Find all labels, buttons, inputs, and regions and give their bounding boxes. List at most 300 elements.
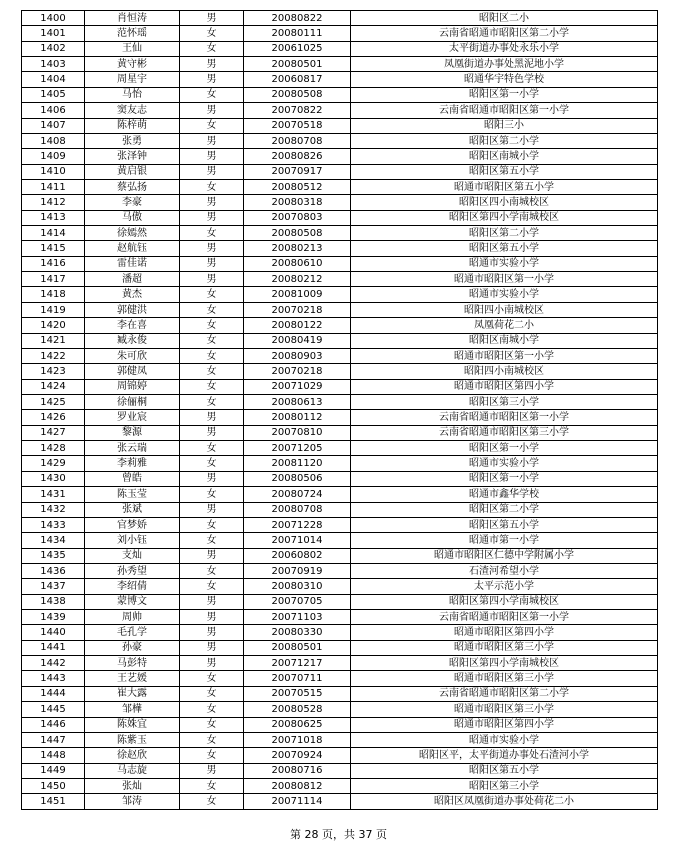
school-cell: 昭阳区第二小学: [351, 133, 658, 148]
school-cell: 昭通市实验小学: [351, 256, 658, 271]
table-row: [22, 287, 658, 302]
name-cell: 黎源: [85, 425, 180, 440]
table-row: [22, 517, 658, 532]
school-cell: 昭通市昭阳区第四小学: [351, 379, 658, 394]
birthdate-cell: 20080508: [244, 226, 351, 241]
table-row: [22, 548, 658, 563]
name-cell: 张云瑞: [85, 441, 180, 456]
name-cell: 郭健洪: [85, 302, 180, 317]
table-row: [22, 318, 658, 333]
school-cell: 昭阳区四小南城校区: [351, 195, 658, 210]
gender-cell: 女: [180, 732, 244, 747]
table-row: [22, 133, 658, 148]
row-number-cell: 1415: [22, 241, 85, 256]
gender-cell: 男: [180, 133, 244, 148]
name-cell: 毛孔学: [85, 625, 180, 640]
gender-cell: 女: [180, 118, 244, 133]
row-number-cell: 1447: [22, 732, 85, 747]
table-row: [22, 456, 658, 471]
name-cell: 张斌: [85, 502, 180, 517]
birthdate-cell: 20060817: [244, 72, 351, 87]
table-row: [22, 732, 658, 747]
birthdate-cell: 20070919: [244, 563, 351, 578]
gender-cell: 男: [180, 640, 244, 655]
row-number-cell: 1448: [22, 748, 85, 763]
birthdate-cell: 20080213: [244, 241, 351, 256]
school-cell: 云南省昭通市昭阳区第二小学: [351, 686, 658, 701]
birthdate-cell: 20071018: [244, 732, 351, 747]
gender-cell: 男: [180, 149, 244, 164]
table-row: [22, 72, 658, 87]
school-cell: 昭阳三小: [351, 118, 658, 133]
gender-cell: 女: [180, 671, 244, 686]
row-number-cell: 1403: [22, 57, 85, 72]
table-row: [22, 686, 658, 701]
name-cell: 孙秀望: [85, 563, 180, 578]
name-cell: 肖恒涛: [85, 11, 180, 26]
name-cell: 周帅: [85, 610, 180, 625]
gender-cell: 女: [180, 533, 244, 548]
row-number-cell: 1426: [22, 410, 85, 425]
row-number-cell: 1421: [22, 333, 85, 348]
row-number-cell: 1446: [22, 717, 85, 732]
row-number-cell: 1434: [22, 533, 85, 548]
name-cell: 邹涛: [85, 794, 180, 809]
gender-cell: 女: [180, 748, 244, 763]
birthdate-cell: 20080613: [244, 394, 351, 409]
birthdate-cell: 20080212: [244, 272, 351, 287]
gender-cell: 女: [180, 794, 244, 809]
row-number-cell: 1406: [22, 103, 85, 118]
row-number-cell: 1439: [22, 610, 85, 625]
gender-cell: 女: [180, 778, 244, 793]
name-cell: 李豪: [85, 195, 180, 210]
school-cell: 昭阳区第四小学南城校区: [351, 656, 658, 671]
school-cell: 云南省昭通市昭阳区第二小学: [351, 26, 658, 41]
gender-cell: 男: [180, 103, 244, 118]
gender-cell: 男: [180, 210, 244, 225]
name-cell: 王仙: [85, 41, 180, 56]
gender-cell: 男: [180, 425, 244, 440]
birthdate-cell: 20080501: [244, 57, 351, 72]
school-cell: 昭阳区第四小学南城校区: [351, 210, 658, 225]
table-row: [22, 425, 658, 440]
school-cell: 昭阳区南城小学: [351, 149, 658, 164]
school-cell: 昭通市昭阳区第三小学: [351, 671, 658, 686]
school-cell: 昭通华宇特色学校: [351, 72, 658, 87]
table-row: [22, 348, 658, 363]
school-cell: 凤凰街道办事处黑泥地小学: [351, 57, 658, 72]
school-cell: 昭阳区第五小学: [351, 241, 658, 256]
name-cell: 雷佳诺: [85, 256, 180, 271]
school-cell: 昭阳区第五小学: [351, 517, 658, 532]
page-number-footer: 第 28 页，共 37 页: [290, 828, 387, 841]
name-cell: 赵航钰: [85, 241, 180, 256]
table-row: [22, 103, 658, 118]
table-row: [22, 379, 658, 394]
name-cell: 黄守彬: [85, 57, 180, 72]
birthdate-cell: 20070822: [244, 103, 351, 118]
row-number-cell: 1401: [22, 26, 85, 41]
birthdate-cell: 20071217: [244, 656, 351, 671]
row-number-cell: 1408: [22, 133, 85, 148]
name-cell: 周星宇: [85, 72, 180, 87]
name-cell: 马怡: [85, 87, 180, 102]
name-cell: 陈姝宜: [85, 717, 180, 732]
name-cell: 范怀瑶: [85, 26, 180, 41]
table-row: [22, 149, 658, 164]
gender-cell: 女: [180, 26, 244, 41]
name-cell: 曾皓: [85, 471, 180, 486]
birthdate-cell: 20080318: [244, 195, 351, 210]
school-cell: 昭阳区凤凰街道办事处荷花二小: [351, 794, 658, 809]
birthdate-cell: 20080625: [244, 717, 351, 732]
school-cell: 太平示范小学: [351, 579, 658, 594]
row-number-cell: 1430: [22, 471, 85, 486]
birthdate-cell: 20070711: [244, 671, 351, 686]
birthdate-cell: 20080512: [244, 179, 351, 194]
table-row: [22, 656, 658, 671]
row-number-cell: 1429: [22, 456, 85, 471]
birthdate-cell: 20080508: [244, 87, 351, 102]
name-cell: 蔡弘扬: [85, 179, 180, 194]
school-cell: 昭阳区第四小学南城校区: [351, 594, 658, 609]
school-cell: 昭阳区第三小学: [351, 778, 658, 793]
name-cell: 黄启银: [85, 164, 180, 179]
school-cell: 昭阳四小南城校区: [351, 364, 658, 379]
birthdate-cell: 20080610: [244, 256, 351, 271]
name-cell: 蒙博文: [85, 594, 180, 609]
gender-cell: 男: [180, 11, 244, 26]
name-cell: 陈玉莹: [85, 487, 180, 502]
table-row: [22, 41, 658, 56]
table-row: [22, 533, 658, 548]
table-row: [22, 563, 658, 578]
table-row: [22, 179, 658, 194]
row-number-cell: 1444: [22, 686, 85, 701]
gender-cell: 男: [180, 195, 244, 210]
school-cell: 凤凰荷花二小: [351, 318, 658, 333]
birthdate-cell: 20080528: [244, 702, 351, 717]
name-cell: 马彭特: [85, 656, 180, 671]
table-row: [22, 625, 658, 640]
birthdate-cell: 20080812: [244, 778, 351, 793]
table-row: [22, 778, 658, 793]
table-row: [22, 410, 658, 425]
row-number-cell: 1423: [22, 364, 85, 379]
row-number-cell: 1443: [22, 671, 85, 686]
table-row: [22, 226, 658, 241]
row-number-cell: 1445: [22, 702, 85, 717]
table-row: [22, 241, 658, 256]
school-cell: 昭阳区第一小学: [351, 87, 658, 102]
row-number-cell: 1437: [22, 579, 85, 594]
school-cell: 昭通市实验小学: [351, 287, 658, 302]
birthdate-cell: 20080111: [244, 26, 351, 41]
birthdate-cell: 20080822: [244, 11, 351, 26]
table-row: [22, 195, 658, 210]
name-cell: 黄杰: [85, 287, 180, 302]
row-number-cell: 1425: [22, 394, 85, 409]
birthdate-cell: 20070924: [244, 748, 351, 763]
table-row: [22, 441, 658, 456]
name-cell: 邹樺: [85, 702, 180, 717]
birthdate-cell: 20080708: [244, 502, 351, 517]
gender-cell: 女: [180, 364, 244, 379]
birthdate-cell: 20070515: [244, 686, 351, 701]
roster-table: [21, 10, 658, 810]
birthdate-cell: 20080708: [244, 133, 351, 148]
table-row: [22, 272, 658, 287]
row-number-cell: 1417: [22, 272, 85, 287]
table-row: [22, 11, 658, 26]
school-cell: 昭阳区第五小学: [351, 164, 658, 179]
birthdate-cell: 20071114: [244, 794, 351, 809]
school-cell: 昭阳区第二小学: [351, 502, 658, 517]
birthdate-cell: 20080506: [244, 471, 351, 486]
gender-cell: 女: [180, 226, 244, 241]
birthdate-cell: 20071029: [244, 379, 351, 394]
table-row: [22, 164, 658, 179]
school-cell: 昭阳区平，太平街道办事处石渣河小学: [351, 748, 658, 763]
school-cell: 昭通市昭阳区第一小学: [351, 272, 658, 287]
name-cell: 陈梓萌: [85, 118, 180, 133]
birthdate-cell: 20081120: [244, 456, 351, 471]
name-cell: 官梦娇: [85, 517, 180, 532]
school-cell: 太平街道办事处永乐小学: [351, 41, 658, 56]
table-row: [22, 794, 658, 809]
school-cell: 昭通市昭阳区第五小学: [351, 179, 658, 194]
birthdate-cell: 20071228: [244, 517, 351, 532]
gender-cell: 男: [180, 410, 244, 425]
school-cell: 云南省昭通市昭阳区第一小学: [351, 103, 658, 118]
table-row: [22, 702, 658, 717]
gender-cell: 男: [180, 610, 244, 625]
gender-cell: 男: [180, 502, 244, 517]
gender-cell: 女: [180, 379, 244, 394]
name-cell: 徐赵欣: [85, 748, 180, 763]
gender-cell: 女: [180, 318, 244, 333]
gender-cell: 女: [180, 487, 244, 502]
gender-cell: 男: [180, 72, 244, 87]
name-cell: 孙豪: [85, 640, 180, 655]
school-cell: 昭阳区第一小学: [351, 471, 658, 486]
gender-cell: 女: [180, 579, 244, 594]
table-row: [22, 610, 658, 625]
school-cell: 昭阳区第三小学: [351, 394, 658, 409]
row-number-cell: 1400: [22, 11, 85, 26]
gender-cell: 女: [180, 302, 244, 317]
row-number-cell: 1433: [22, 517, 85, 532]
table-row: [22, 717, 658, 732]
birthdate-cell: 20080122: [244, 318, 351, 333]
birthdate-cell: 20080310: [244, 579, 351, 594]
row-number-cell: 1410: [22, 164, 85, 179]
row-number-cell: 1428: [22, 441, 85, 456]
row-number-cell: 1402: [22, 41, 85, 56]
school-cell: 昭阳区二小: [351, 11, 658, 26]
gender-cell: 女: [180, 686, 244, 701]
table-row: [22, 640, 658, 655]
row-number-cell: 1413: [22, 210, 85, 225]
school-cell: 昭阳四小南城校区: [351, 302, 658, 317]
row-number-cell: 1418: [22, 287, 85, 302]
school-cell: 昭阳区第一小学: [351, 441, 658, 456]
birthdate-cell: 20080903: [244, 348, 351, 363]
gender-cell: 女: [180, 179, 244, 194]
name-cell: 潘超: [85, 272, 180, 287]
row-number-cell: 1424: [22, 379, 85, 394]
row-number-cell: 1405: [22, 87, 85, 102]
birthdate-cell: 20070803: [244, 210, 351, 225]
school-cell: 云南省昭通市昭阳区第一小学: [351, 410, 658, 425]
gender-cell: 男: [180, 763, 244, 778]
row-number-cell: 1441: [22, 640, 85, 655]
name-cell: 窦友志: [85, 103, 180, 118]
gender-cell: 女: [180, 348, 244, 363]
gender-cell: 男: [180, 57, 244, 72]
row-number-cell: 1435: [22, 548, 85, 563]
name-cell: 张泽钟: [85, 149, 180, 164]
name-cell: 李莉雅: [85, 456, 180, 471]
school-cell: 昭通市实验小学: [351, 456, 658, 471]
table-row: [22, 748, 658, 763]
row-number-cell: 1412: [22, 195, 85, 210]
school-cell: 昭通市昭阳区第三小学: [351, 640, 658, 655]
school-cell: 石渣河希望小学: [351, 563, 658, 578]
gender-cell: 女: [180, 287, 244, 302]
gender-cell: 男: [180, 656, 244, 671]
table-row: [22, 487, 658, 502]
table-row: [22, 333, 658, 348]
gender-cell: 男: [180, 548, 244, 563]
birthdate-cell: 20080716: [244, 763, 351, 778]
name-cell: 张勇: [85, 133, 180, 148]
school-cell: 昭阳区第二小学: [351, 226, 658, 241]
gender-cell: 男: [180, 272, 244, 287]
gender-cell: 女: [180, 87, 244, 102]
name-cell: 马傲: [85, 210, 180, 225]
birthdate-cell: 20070218: [244, 364, 351, 379]
school-cell: 昭通市昭阳区第四小学: [351, 625, 658, 640]
birthdate-cell: 20070218: [244, 302, 351, 317]
row-number-cell: 1442: [22, 656, 85, 671]
row-number-cell: 1432: [22, 502, 85, 517]
table-row: [22, 364, 658, 379]
school-cell: 昭通市昭阳区第四小学: [351, 717, 658, 732]
row-number-cell: 1450: [22, 778, 85, 793]
table-row: [22, 394, 658, 409]
table-row: [22, 210, 658, 225]
name-cell: 支灿: [85, 548, 180, 563]
row-number-cell: 1427: [22, 425, 85, 440]
gender-cell: 男: [180, 164, 244, 179]
name-cell: 臧永俊: [85, 333, 180, 348]
school-cell: 昭通市昭阳区仁德中学附属小学: [351, 548, 658, 563]
table-row: [22, 87, 658, 102]
gender-cell: 女: [180, 441, 244, 456]
table-row: [22, 302, 658, 317]
gender-cell: 女: [180, 41, 244, 56]
birthdate-cell: 20070917: [244, 164, 351, 179]
table-row: [22, 256, 658, 271]
birthdate-cell: 20071014: [244, 533, 351, 548]
gender-cell: 男: [180, 241, 244, 256]
name-cell: 王艺媛: [85, 671, 180, 686]
birthdate-cell: 20060802: [244, 548, 351, 563]
gender-cell: 女: [180, 517, 244, 532]
gender-cell: 男: [180, 594, 244, 609]
name-cell: 朱可欣: [85, 348, 180, 363]
gender-cell: 男: [180, 471, 244, 486]
table-row: [22, 671, 658, 686]
school-cell: 昭阳区南城小学: [351, 333, 658, 348]
name-cell: 周锦婷: [85, 379, 180, 394]
row-number-cell: 1414: [22, 226, 85, 241]
name-cell: 徐俪桐: [85, 394, 180, 409]
school-cell: 云南省昭通市昭阳区第一小学: [351, 610, 658, 625]
school-cell: 昭通市第一小学: [351, 533, 658, 548]
school-cell: 云南省昭通市昭阳区第三小学: [351, 425, 658, 440]
roster-table-body: [22, 11, 658, 810]
row-number-cell: 1431: [22, 487, 85, 502]
school-cell: 昭通市实验小学: [351, 732, 658, 747]
gender-cell: 女: [180, 333, 244, 348]
school-cell: 昭通市昭阳区第三小学: [351, 702, 658, 717]
birthdate-cell: 20080419: [244, 333, 351, 348]
gender-cell: 男: [180, 625, 244, 640]
name-cell: 郭健凤: [85, 364, 180, 379]
birthdate-cell: 20080501: [244, 640, 351, 655]
row-number-cell: 1438: [22, 594, 85, 609]
name-cell: 马志旋: [85, 763, 180, 778]
school-cell: 昭通市鑫华学校: [351, 487, 658, 502]
birthdate-cell: 20080112: [244, 410, 351, 425]
table-row: [22, 502, 658, 517]
birthdate-cell: 20071103: [244, 610, 351, 625]
birthdate-cell: 20080826: [244, 149, 351, 164]
row-number-cell: 1419: [22, 302, 85, 317]
row-number-cell: 1416: [22, 256, 85, 271]
name-cell: 刘小钰: [85, 533, 180, 548]
birthdate-cell: 20070518: [244, 118, 351, 133]
school-cell: 昭通市昭阳区第一小学: [351, 348, 658, 363]
gender-cell: 女: [180, 394, 244, 409]
name-cell: 李绍倩: [85, 579, 180, 594]
row-number-cell: 1420: [22, 318, 85, 333]
table-row: [22, 471, 658, 486]
gender-cell: 男: [180, 256, 244, 271]
name-cell: 罗业宸: [85, 410, 180, 425]
birthdate-cell: 20080724: [244, 487, 351, 502]
row-number-cell: 1440: [22, 625, 85, 640]
birthdate-cell: 20081009: [244, 287, 351, 302]
table-row: [22, 57, 658, 72]
row-number-cell: 1411: [22, 179, 85, 194]
row-number-cell: 1404: [22, 72, 85, 87]
name-cell: 李在喜: [85, 318, 180, 333]
row-number-cell: 1449: [22, 763, 85, 778]
row-number-cell: 1407: [22, 118, 85, 133]
table-row: [22, 118, 658, 133]
row-number-cell: 1422: [22, 348, 85, 363]
gender-cell: 女: [180, 563, 244, 578]
name-cell: 崔大露: [85, 686, 180, 701]
row-number-cell: 1451: [22, 794, 85, 809]
table-row: [22, 26, 658, 41]
gender-cell: 女: [180, 702, 244, 717]
name-cell: 张灿: [85, 778, 180, 793]
